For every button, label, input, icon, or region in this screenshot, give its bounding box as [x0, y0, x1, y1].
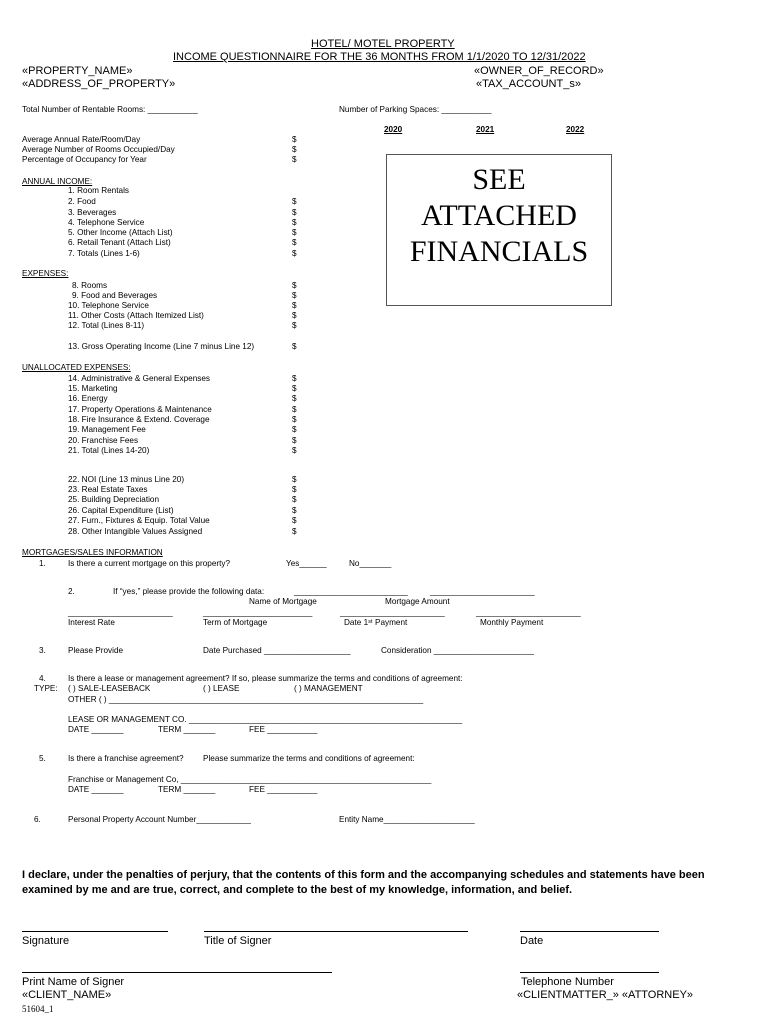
average-label: Percentage of Occupancy for Year	[22, 155, 147, 164]
dollar-sign: $	[292, 425, 297, 434]
lease-term-field[interactable]: TERM _______	[158, 725, 216, 734]
unallocated-item: 19. Management Fee	[68, 425, 146, 434]
first-payment-field[interactable]: _______________________	[340, 608, 445, 617]
dollar-sign: $	[292, 197, 297, 206]
interest-rate-field[interactable]: _______________________	[68, 608, 173, 617]
dollar-sign: $	[292, 516, 297, 525]
form-subtitle: INCOME QUESTIONNAIRE FOR THE 36 MONTHS FROM 1/1/2020 TO 12/31/2022	[173, 51, 586, 63]
average-label: Average Annual Rate/Room/Day	[22, 135, 141, 144]
income-item: 6. Retail Tenant (Attach List)	[68, 238, 171, 247]
dollar-sign: $	[292, 145, 297, 154]
franchise-date-field[interactable]: DATE _______	[68, 785, 124, 794]
franchise-fee-field[interactable]: FEE ___________	[249, 785, 318, 794]
perjury-declaration: I declare, under the penalties of perjury, that the contents of this form and the accompanying schedules and statements have been examined by me and are true, correct, and complete to the best of my knowledge, information, and belief.	[22, 869, 705, 896]
dollar-sign: $	[292, 374, 297, 383]
signature-line[interactable]	[22, 931, 168, 932]
question-number: 1.	[39, 559, 46, 568]
dollar-sign: $	[292, 405, 297, 414]
dollar-sign: $	[292, 321, 297, 330]
field-caption: Mortgage Amount	[385, 597, 450, 606]
franchise-company-field[interactable]: Franchise or Management Co, _______________________________________________________	[68, 775, 432, 784]
unallocated-item: 16. Energy	[68, 394, 108, 403]
personal-property-account-field[interactable]: Personal Property Account Number____________	[68, 815, 251, 824]
telephone-line[interactable]	[520, 972, 659, 973]
client-matter: «CLIENTMATTER_» «ATTORNEY»	[517, 989, 694, 1001]
no-field[interactable]: No_______	[349, 559, 392, 568]
lease-company-field[interactable]: LEASE OR MANAGEMENT CO. ____________________________________________________________	[68, 715, 463, 724]
unallocated-item: 21. Total (Lines 14-20)	[68, 446, 150, 455]
income-item: 5. Other Income (Attach List)	[68, 228, 173, 237]
dollar-sign: $	[292, 291, 297, 300]
print-name-label: Print Name of Signer	[22, 976, 125, 988]
property-name: «PROPERTY_NAME»	[22, 65, 133, 77]
dollar-sign: $	[292, 301, 297, 310]
print-name-line[interactable]	[22, 972, 332, 973]
dollar-sign: $	[292, 155, 297, 164]
dollar-sign: $	[292, 384, 297, 393]
income-item: 2. Food	[68, 197, 96, 206]
see-attached-line: SEE	[472, 163, 526, 196]
dollar-sign: $	[292, 446, 297, 455]
title-line[interactable]	[204, 931, 468, 932]
dollar-sign: $	[292, 485, 297, 494]
signature-label: Signature	[22, 935, 70, 947]
income-item: 3. Beverages	[68, 208, 117, 217]
other-item: 22. NOI (Line 13 minus Line 20)	[68, 475, 185, 484]
field-caption: Term of Mortgage	[203, 618, 268, 627]
mortgage-heading: MORTGAGES/SALES INFORMATION	[22, 548, 163, 557]
dollar-sign: $	[292, 249, 297, 258]
dollar-sign: $	[292, 218, 297, 227]
entity-name-field[interactable]: Entity Name____________________	[339, 815, 475, 824]
year-heading: 2022	[566, 125, 585, 134]
unallocated-item: 14. Administrative & General Expenses	[68, 374, 210, 383]
question-number: 5.	[39, 754, 46, 763]
dollar-sign: $	[292, 475, 297, 484]
unallocated-item: 18. Fire Insurance & Extend. Coverage	[68, 415, 210, 424]
see-attached-financials-box	[386, 154, 612, 306]
date-label: Date	[520, 935, 544, 947]
field-caption: Name of Mortgage	[249, 597, 317, 606]
client-name: «CLIENT_NAME»	[22, 989, 112, 1001]
see-attached-line: ATTACHED	[421, 199, 577, 232]
gross-operating-income: 13. Gross Operating Income (Line 7 minus Line 12)	[68, 342, 255, 351]
dollar-sign: $	[292, 436, 297, 445]
field-caption: Monthly Payment	[480, 618, 544, 627]
unallocated-item: 17. Property Operations & Maintenance	[68, 405, 212, 414]
type-other-field[interactable]: OTHER ( ) _____________________________________________________________________	[68, 695, 424, 704]
dollar-sign: $	[292, 228, 297, 237]
dollar-sign: $	[292, 495, 297, 504]
year-heading: 2021	[476, 125, 495, 134]
income-item: 1. Room Rentals	[68, 186, 129, 195]
dollar-sign: $	[292, 506, 297, 515]
lease-date-field[interactable]: DATE _______	[68, 725, 124, 734]
income-item: 7. Totals (Lines 1-6)	[68, 249, 140, 258]
property-address: «ADDRESS_OF_PROPERTY»	[22, 78, 176, 90]
tax-account: «TAX_ACCOUNT_s»	[476, 78, 581, 90]
dollar-sign: $	[292, 281, 297, 290]
question-number: 4.	[39, 674, 46, 683]
field-caption: Interest Rate	[68, 618, 115, 627]
year-heading: 2020	[384, 125, 403, 134]
form-id: 51604_1	[22, 1004, 54, 1014]
dollar-sign: $	[292, 342, 297, 351]
other-item: 25. Building Depreciation	[68, 495, 160, 504]
question-number: 3.	[39, 646, 46, 655]
average-label: Average Number of Rooms Occupied/Day	[22, 145, 175, 154]
expense-item: 9. Food and Beverages	[72, 291, 158, 300]
type-label: TYPE:	[34, 684, 58, 693]
mortgage-question: Is there a current mortgage on this property?	[68, 559, 231, 568]
question-number: 6.	[34, 815, 41, 824]
dollar-sign: $	[292, 135, 297, 144]
expense-item: 12. Total (Lines 8-11)	[68, 321, 145, 330]
form-title: HOTEL/ MOTEL PROPERTY	[311, 38, 455, 50]
expense-item: 8. Rooms	[72, 281, 108, 290]
mortgage-question: Please summarize the terms and conditions of agreement:	[203, 754, 415, 763]
type-sale-leaseback-checkbox[interactable]: ( ) SALE-LEASEBACK	[68, 684, 151, 693]
type-management-checkbox[interactable]: ( ) MANAGEMENT	[294, 684, 363, 693]
see-attached-line: FINANCIALS	[409, 235, 589, 268]
dollar-sign: $	[292, 394, 297, 403]
expenses-heading: EXPENSES:	[22, 269, 69, 278]
unallocated-heading: UNALLOCATED EXPENSES:	[22, 363, 131, 372]
mortgage-name-field[interactable]: _________________________	[294, 587, 408, 596]
field-caption: Date 1ˢᵗ Payment	[344, 618, 408, 627]
other-item: 26. Capital Expenditure (List)	[68, 506, 174, 515]
question-number: 2.	[68, 587, 75, 596]
monthly-payment-field[interactable]: _______________________	[476, 608, 581, 617]
telephone-label: Telephone Number	[521, 976, 614, 988]
other-item: 23. Real Estate Taxes	[68, 485, 148, 494]
consideration-field[interactable]: Consideration ______________________	[381, 646, 534, 655]
type-lease-checkbox[interactable]: ( ) LEASE	[203, 684, 240, 693]
dollar-sign: $	[292, 238, 297, 247]
date-purchased-field[interactable]: Date Purchased ___________________	[203, 646, 351, 655]
owner-of-record: «OWNER_OF_RECORD»	[474, 65, 604, 77]
rentable-rooms-field[interactable]: Total Number of Rentable Rooms: ___________	[22, 105, 198, 114]
lease-fee-field[interactable]: FEE ___________	[249, 725, 318, 734]
term-field[interactable]: ________________________	[203, 608, 313, 617]
unallocated-item: 20. Franchise Fees	[68, 436, 139, 445]
title-label: Title of Signer	[204, 935, 272, 947]
expense-item: 10. Telephone Service	[68, 301, 149, 310]
income-heading: ANNUAL INCOME:	[22, 177, 93, 186]
dollar-sign: $	[292, 208, 297, 217]
parking-spaces-field[interactable]: Number of Parking Spaces: ___________	[339, 105, 492, 114]
mortgage-question: Is there a lease or management agreement? If so, please summarize the terms and conditions of agreement:	[68, 674, 463, 683]
unallocated-item: 15. Marketing	[68, 384, 118, 393]
income-item: 4. Telephone Service	[68, 218, 145, 227]
dollar-sign: $	[292, 311, 297, 320]
mortgage-question: Please Provide	[68, 646, 124, 655]
mortgage-question: Is there a franchise agreement?	[68, 754, 184, 763]
dollar-sign: $	[292, 415, 297, 424]
expense-item: 11. Other Costs (Attach Itemized List)	[68, 311, 204, 320]
other-item: 27. Furn., Fixtures & Equip. Total Value	[68, 516, 210, 525]
other-item: 28. Other Intangible Values Assigned	[68, 527, 203, 536]
dollar-sign: $	[292, 527, 297, 536]
mortgage-question: If “yes,” please provide the following data:	[113, 587, 265, 596]
yes-field[interactable]: Yes______	[286, 559, 327, 568]
date-line[interactable]	[520, 931, 659, 932]
mortgage-amount-field[interactable]: _______________________	[430, 587, 535, 596]
franchise-term-field[interactable]: TERM _______	[158, 785, 216, 794]
